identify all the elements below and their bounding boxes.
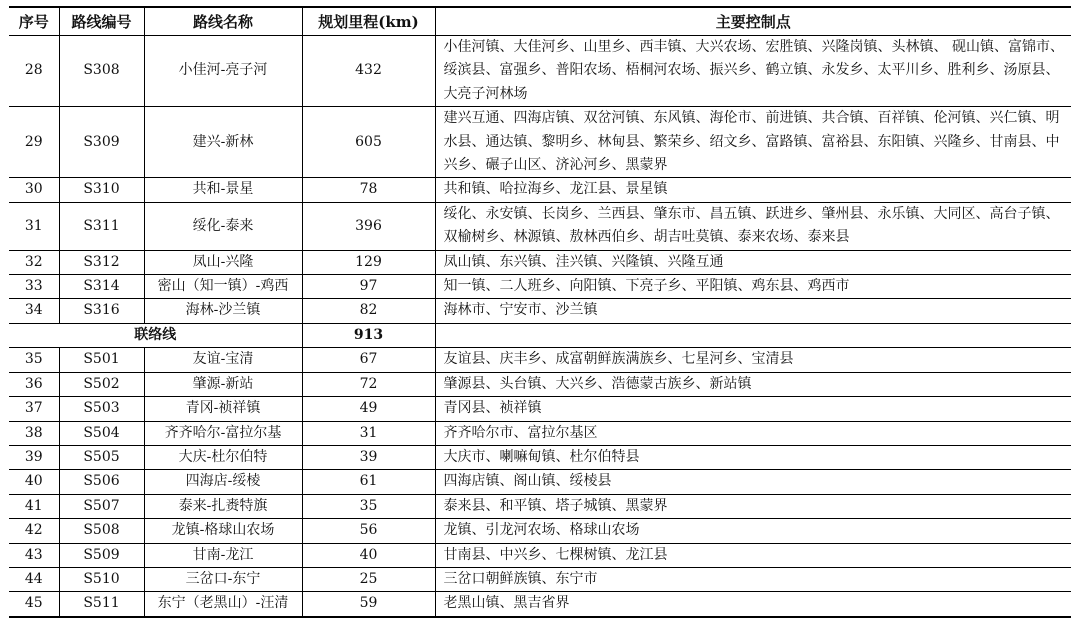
table-row [9, 178, 1071, 202]
cell-route-name: 密山（知一镇）-鸡西 [144, 275, 302, 299]
cell-route-name: 四海店-绥棱 [144, 470, 302, 494]
cell-control-points: 大庆市、喇嘛甸镇、杜尔伯特县 [435, 445, 1071, 469]
cell-mileage: 605 [302, 107, 435, 178]
cell-control-points: 四海店镇、阁山镇、绥棱县 [435, 470, 1071, 494]
cell-control-points: 齐齐哈尔市、富拉尔基区 [435, 421, 1071, 445]
cell-mileage: 25 [302, 567, 435, 591]
table-row [9, 494, 1071, 518]
cell-mileage: 72 [302, 372, 435, 396]
cell-serial: 31 [9, 202, 59, 250]
cell-control-points: 凤山镇、东兴镇、洼兴镇、兴隆镇、兴隆互通 [435, 250, 1071, 274]
cell-route-code: S507 [59, 494, 144, 518]
cell-route-name: 凤山-兴隆 [144, 250, 302, 274]
cell-route-name: 龙镇-格球山农场 [144, 519, 302, 543]
cell-route-code: S511 [59, 592, 144, 617]
cell-control-points: 知一镇、二人班乡、向阳镇、下亮子乡、平阳镇、鸡东县、鸡西市 [435, 275, 1071, 299]
cell-mileage: 31 [302, 421, 435, 445]
table-row [9, 445, 1071, 469]
cell-mileage: 56 [302, 519, 435, 543]
cell-serial: 36 [9, 372, 59, 396]
cell-serial: 34 [9, 299, 59, 323]
cell-route-name: 泰来-扎赉特旗 [144, 494, 302, 518]
cell-route-code: S314 [59, 275, 144, 299]
cell-control-points: 肇源县、头台镇、大兴乡、浩德蒙古族乡、新站镇 [435, 372, 1071, 396]
cell-route-code: S311 [59, 202, 144, 250]
cell-route-code: S308 [59, 36, 144, 107]
cell-route-name: 绥化-泰来 [144, 202, 302, 250]
cell-route-code: S510 [59, 567, 144, 591]
cell-route-code: S505 [59, 445, 144, 469]
cell-route-code: S310 [59, 178, 144, 202]
header-route-code: 路线编号 [59, 7, 144, 36]
table-row [9, 250, 1071, 274]
table-row [9, 543, 1071, 567]
cell-mileage: 49 [302, 397, 435, 421]
table-body [9, 36, 1071, 617]
cell-route-name: 共和-景星 [144, 178, 302, 202]
cell-route-name: 甘南-龙江 [144, 543, 302, 567]
cell-route-code: S509 [59, 543, 144, 567]
section-row-connector-lines [9, 323, 1071, 347]
cell-route-code: S503 [59, 397, 144, 421]
cell-route-name: 三岔口-东宁 [144, 567, 302, 591]
table-row [9, 567, 1071, 591]
cell-control-points: 甘南县、中兴乡、七棵树镇、龙江县 [435, 543, 1071, 567]
cell-route-name: 建兴-新林 [144, 107, 302, 178]
cell-control-points: 龙镇、引龙河农场、格球山农场 [435, 519, 1071, 543]
cell-control-points: 老黑山镇、黑吉省界 [435, 592, 1071, 617]
table-row [9, 470, 1071, 494]
cell-mileage: 82 [302, 299, 435, 323]
cell-mileage: 78 [302, 178, 435, 202]
cell-mileage: 129 [302, 250, 435, 274]
cell-mileage: 59 [302, 592, 435, 617]
cell-mileage: 40 [302, 543, 435, 567]
table-row [9, 202, 1071, 250]
cell-mileage: 97 [302, 275, 435, 299]
table-row [9, 36, 1071, 107]
cell-serial: 41 [9, 494, 59, 518]
table-row [9, 372, 1071, 396]
cell-serial: 45 [9, 592, 59, 617]
table-row [9, 299, 1071, 323]
cell-route-name: 齐齐哈尔-富拉尔基 [144, 421, 302, 445]
cell-control-points: 海林市、宁安市、沙兰镇 [435, 299, 1071, 323]
cell-route-code: S506 [59, 470, 144, 494]
cell-control-points: 建兴互通、四海店镇、双岔河镇、东风镇、海伦市、前进镇、共合镇、百祥镇、伦河镇、兴仁镇、明水县、通达镇、黎明乡、林甸县、繁荣乡、绍文乡、富路镇、富裕县、东阳镇、兴隆乡、甘南县、中兴乡、碾子山区、济沁河乡、黑蒙界 [435, 107, 1071, 178]
table-row [9, 275, 1071, 299]
table-row [9, 519, 1071, 543]
cell-route-name: 东宁（老黑山）-汪清 [144, 592, 302, 617]
header-route-name: 路线名称 [144, 7, 302, 36]
section-total-mileage: 913 [302, 323, 435, 347]
cell-mileage: 61 [302, 470, 435, 494]
cell-control-points: 小佳河镇、大佳河乡、山里乡、西丰镇、大兴农场、宏胜镇、兴隆岗镇、头林镇、 砚山镇、富锦市、绥滨县、富强乡、普阳农场、梧桐河农场、振兴乡、鹤立镇、永发乡、太平川乡、胜利乡、汤原县、大亮子河林场 [435, 36, 1071, 107]
cell-route-name: 友谊-宝清 [144, 348, 302, 372]
route-plan-table [9, 6, 1071, 618]
cell-mileage: 67 [302, 348, 435, 372]
cell-route-code: S312 [59, 250, 144, 274]
cell-route-code: S316 [59, 299, 144, 323]
cell-route-code: S508 [59, 519, 144, 543]
cell-route-code: S309 [59, 107, 144, 178]
cell-route-code: S504 [59, 421, 144, 445]
cell-mileage: 39 [302, 445, 435, 469]
cell-control-points: 绥化、永安镇、长岗乡、兰西县、肇东市、昌五镇、跃进乡、肇州县、永乐镇、大同区、高台子镇、双榆树乡、林源镇、敖林西伯乡、胡吉吐莫镇、泰来农场、泰来县 [435, 202, 1071, 250]
cell-mileage: 432 [302, 36, 435, 107]
header-serial: 序号 [9, 7, 59, 36]
cell-mileage: 35 [302, 494, 435, 518]
cell-serial: 35 [9, 348, 59, 372]
cell-serial: 42 [9, 519, 59, 543]
cell-route-name: 肇源-新站 [144, 372, 302, 396]
cell-serial: 33 [9, 275, 59, 299]
cell-control-points: 三岔口朝鲜族镇、东宁市 [435, 567, 1071, 591]
cell-serial: 32 [9, 250, 59, 274]
table-row [9, 397, 1071, 421]
cell-control-points: 青冈县、祯祥镇 [435, 397, 1071, 421]
cell-serial: 44 [9, 567, 59, 591]
cell-serial: 28 [9, 36, 59, 107]
cell-route-name: 大庆-杜尔伯特 [144, 445, 302, 469]
cell-serial: 37 [9, 397, 59, 421]
cell-route-code: S501 [59, 348, 144, 372]
section-label: 联络线 [9, 323, 302, 347]
cell-serial: 43 [9, 543, 59, 567]
cell-control-points: 共和镇、哈拉海乡、龙江县、景星镇 [435, 178, 1071, 202]
cell-route-name: 小佳河-亮子河 [144, 36, 302, 107]
cell-control-points: 泰来县、和平镇、塔子城镇、黑蒙界 [435, 494, 1071, 518]
table-row [9, 592, 1071, 617]
cell-serial: 38 [9, 421, 59, 445]
header-control-points: 主要控制点 [435, 7, 1071, 36]
cell-route-name: 海林-沙兰镇 [144, 299, 302, 323]
cell-route-name: 青冈-祯祥镇 [144, 397, 302, 421]
table-header-row [9, 7, 1071, 36]
table-row [9, 107, 1071, 178]
cell-serial: 30 [9, 178, 59, 202]
table-row [9, 421, 1071, 445]
cell-control-points: 友谊县、庆丰乡、成富朝鲜族满族乡、七星河乡、宝清县 [435, 348, 1071, 372]
cell-serial: 40 [9, 470, 59, 494]
cell-route-code: S502 [59, 372, 144, 396]
table-row [9, 348, 1071, 372]
cell-serial: 39 [9, 445, 59, 469]
route-table-container [9, 6, 1071, 618]
cell-mileage: 396 [302, 202, 435, 250]
header-planned-mileage: 规划里程(km) [302, 7, 435, 36]
cell-serial: 29 [9, 107, 59, 178]
section-empty-cell [435, 323, 1071, 347]
